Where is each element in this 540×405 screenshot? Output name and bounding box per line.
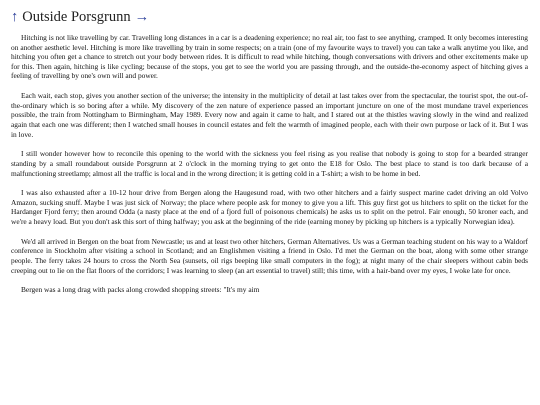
paragraph: We'd all arrived in Bergen on the boat from Newcastle; us and at least two other hitchers, German Alternatives. Us was a German teaching student on his way to a Waldorf conference in Stockholm after visiting a school in Scotland; and an Englishmen visiting a friend in Oslo. I'd met the German on the boat, along with some other strange people. The ferry takes 24 hours to cross the North Sea (sunsets, oil rigs beeping like small computers in the fog); at night many of the chair sleepers without cabin beds creeping out to lie on the flat floors of the corridors; I was learning to sleep (an art essential to travel) still; this time, with a hair-band over my eyes, I woke late for once. (11, 236, 528, 275)
paragraph: Bergen was a long drag with packs along crowded shopping streets: "It's my aim (21, 285, 260, 295)
page-header (11, 8, 528, 26)
article-body (11, 33, 528, 295)
next-arrow-icon[interactable]: → (134, 9, 150, 25)
paragraph: I still wonder however how to reconcile this opening to the world with the sickness you feel rising as you realise that nobody is going to stop for a bearded stranger standing by a small roundabout outside Porsgrunn at 2 o'clock in the morning trying to get onto the E18 for Oslo. The best place to stand is too dark because of a malfunctioning streetlamp; almost all the traffic is local and in the wrong direction; it is getting cold in a T-shirt; a wish to be home in bed. (11, 149, 528, 178)
paragraph: Hitching is not like travelling by car. Travelling long distances in a car is a deadening experience; no real air, too fast to see anything, cramped. It only becomes interesting on another aesthetic level. Hitching is more like travelling by train in some respects; on a train (one of my favourite ways to travel) you can take a walk anytime you like, and hitching you often get a chance to stretch out your body between rides. It is difficult to read while hitching, though conversations with drivers and other excitements make up for this. Then again, hitching is like cycling; because of the stops, you get to see the world you are passing through, and the outside-the-economy aspect of hitching gives a feeling of travelling by one's own will and power. (11, 33, 528, 81)
paragraph: Each wait, each stop, gives you another section of the universe; the intensity in the multiplicity of detail at last takes over from the spectacular, the tourist spot, the out-of-the-ordinary which is so boring after a while. My discovery of the zen nature of experience passed an important juncture on one of the most mundane travel experiences possible, the train from Nottingham to Birmingham, May 1989. Every now and again it came to halt, and I stared out at the thistles waving slowly in the wind and realized again that each one was different; then I watched small houses in council estates and felt the warmth of imagined people, each with their own purpose or lack of it. But I was in love. (11, 91, 528, 139)
page-title: Outside Porsgrunn (22, 9, 131, 25)
up-arrow-icon[interactable]: ↑ (11, 9, 19, 25)
page (11, 0, 528, 305)
paragraph: I was also exhausted after a 10-12 hour drive from Bergen along the Haugesund road, with two other hitchers and a fairly suspect marine cadet driving an old Volvo Amazon, sucking snuff. Maybe I was just sick of Norway; the place where people ask for money to give you a lift. This guy first got us hitchers to split on the ticket for the Hardanger Fjord ferry; then around Odda (a nasty place at the end of a fjord full of poisonous chemicals) he asks us to split on the petrol. Fair enough, 50 kroner each, and we're a heavy load. But you don't ask this sort of thing halfway; you ask at the beginning of the ride (earning money by picking up hitchers is a typically Norwegian idea). (11, 188, 528, 227)
